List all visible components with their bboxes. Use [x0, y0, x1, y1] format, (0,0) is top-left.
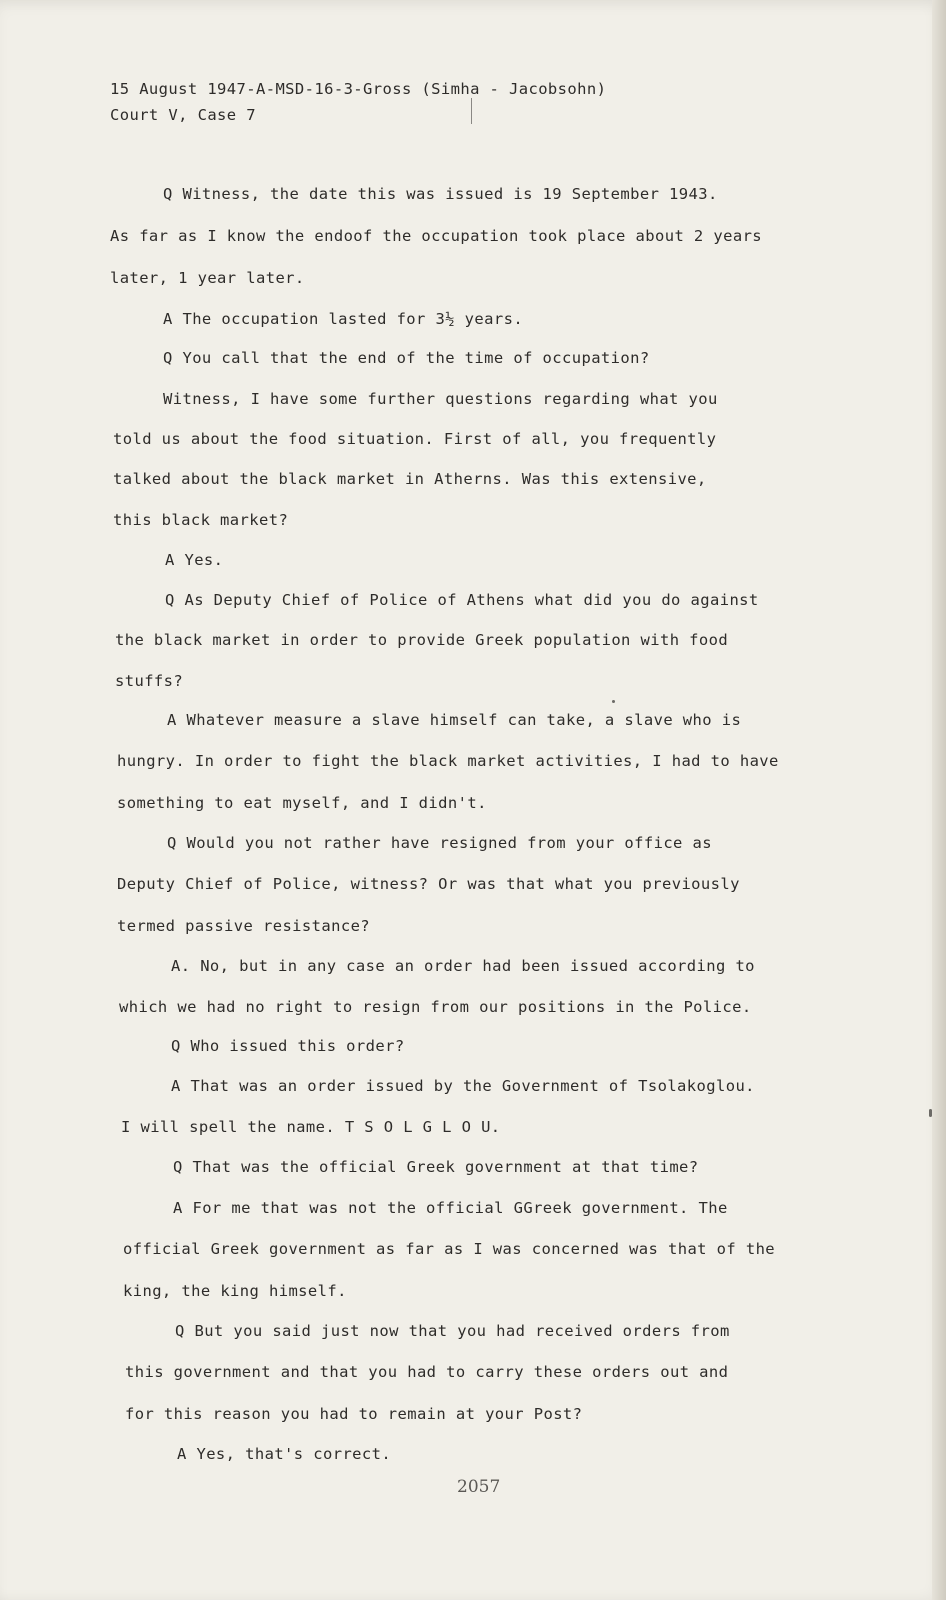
- header-line-2: Court V, Case 7: [110, 106, 256, 124]
- body-line: official Greek government as far as I was concerned was that of the: [123, 1240, 776, 1258]
- paper-speck: [612, 700, 615, 703]
- body-line: As far as I know the endoof the occupation took place about 2 years: [110, 227, 763, 245]
- body-line: Q As Deputy Chief of Police of Athens what did you do against: [165, 591, 759, 609]
- body-line: which we had no right to resign from our positions in the Police.: [119, 998, 752, 1016]
- body-line: Q Would you not rather have resigned from your office as: [167, 834, 712, 852]
- body-line: Deputy Chief of Police, witness? Or was that what you previously: [117, 875, 740, 893]
- body-line: A The occupation lasted for 3½ years.: [163, 310, 524, 328]
- body-line: told us about the food situation. First of all, you frequently: [113, 430, 717, 448]
- paper-speck: [929, 1109, 932, 1117]
- body-line: A That was an order issued by the Government of Tsolakoglou.: [171, 1077, 755, 1095]
- body-line: Q But you said just now that you had received orders from: [175, 1322, 730, 1340]
- body-line: something to eat myself, and I didn't.: [117, 794, 487, 812]
- body-line: Q That was the official Greek government at that time?: [173, 1158, 699, 1176]
- body-line: A Whatever measure a slave himself can take, a slave who is: [167, 711, 742, 729]
- body-line: Q You call that the end of the time of occupation?: [163, 349, 650, 367]
- body-line: I will spell the name. T S O L G L O U.: [121, 1118, 501, 1136]
- body-line: A For me that was not the official GGreek government. The: [173, 1199, 728, 1217]
- paper-mark: [471, 98, 472, 124]
- body-line: Witness, I have some further questions regarding what you: [163, 390, 718, 408]
- page-edge: [932, 0, 946, 1600]
- body-line: for this reason you had to remain at your Post?: [125, 1405, 583, 1423]
- body-line: later, 1 year later.: [110, 269, 305, 287]
- page-number: 2057: [457, 1477, 501, 1497]
- body-line: king, the king himself.: [123, 1282, 347, 1300]
- body-line: Q Who issued this order?: [171, 1037, 405, 1055]
- body-line: stuffs?: [115, 672, 184, 690]
- body-line: A Yes, that's correct.: [177, 1445, 392, 1463]
- body-line: Q Witness, the date this was issued is 19 September 1943.: [163, 185, 718, 203]
- body-line: talked about the black market in Atherns. Was this extensive,: [113, 470, 707, 488]
- body-line: A. No, but in any case an order had been issued according to: [171, 957, 755, 975]
- body-line: A Yes.: [165, 551, 224, 569]
- header-line-1: 15 August 1947-A-MSD-16-3-Gross (Simha - Jacobsohn): [110, 80, 607, 98]
- body-line: this black market?: [113, 511, 289, 529]
- body-line: the black market in order to provide Greek population with food: [115, 631, 729, 649]
- body-line: this government and that you had to carry these orders out and: [125, 1363, 729, 1381]
- body-line: hungry. In order to fight the black market activities, I had to have: [117, 752, 779, 770]
- body-line: termed passive resistance?: [117, 917, 371, 935]
